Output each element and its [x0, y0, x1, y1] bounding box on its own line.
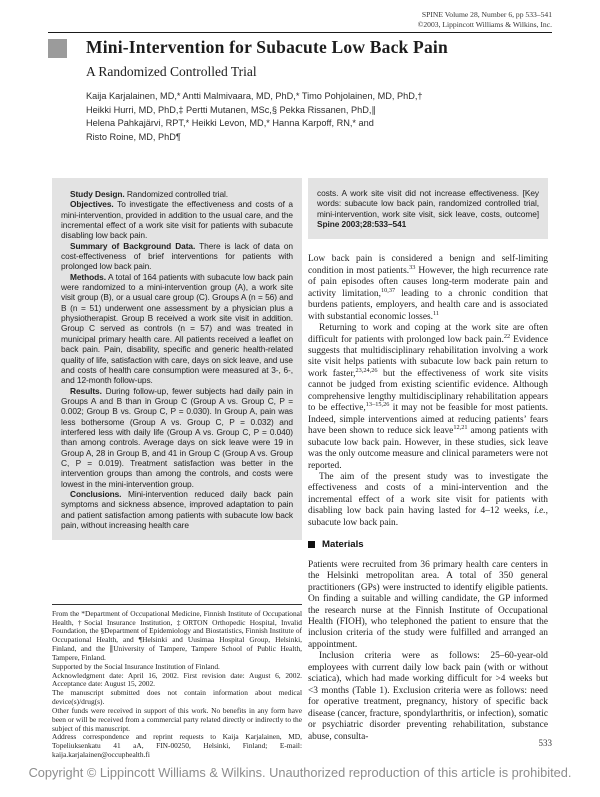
abstract-background: Summary of Background Data. There is lack of data on cost-effectiveness of brief interventions for patients with prolonged low back pain. [61, 240, 293, 272]
abstract-box [52, 178, 302, 540]
intro-paragraph: Low back pain is considered a benign and self-limiting condition in most patients.$^{33}$ However, the high recurrence rate of pain episodes often causes long-term moderate pain and activity limitation,$^{10,37}$ leading to a chronic condition that burdens patients, employers, and health care and is associated with substantial economic losses.$^{11}$ [308, 254, 548, 322]
author-line: Heikki Hurri, MD, PhD,‡ Pertti Mutanen, MSc,§ Pekka Rissanen, PhD,∥ [86, 104, 377, 115]
page-number: 533 [538, 738, 552, 748]
journal-header [418, 10, 552, 30]
abstract-study-design: Study Design. Randomized controlled trial. [70, 189, 229, 199]
abstract-conclusions: Conclusions. Mini-intervention reduced daily back pain symptoms and sickness absence, improved adaptation to pain and patient satisfaction among patients with subacute low back pain, without increasing health care [61, 488, 293, 530]
title-bullet-square [48, 39, 67, 58]
left-column [52, 178, 302, 760]
materials-section-heading [308, 539, 548, 550]
footnote-dates: Acknowledgment date: April 16, 2002. First revision date: August 6, 2002. Acceptance date: August 15, 2002. [52, 670, 302, 689]
author-line: Risto Roine, MD, PhD¶ [86, 131, 181, 142]
author-list [86, 90, 556, 144]
footnote-affiliations: From the *Department of Occupational Medicine, Finnish Institute of Occupational Health, †Social Insurance Institution, ‡ORTON Orthopedic Hospital, Invalid Foundation, the §Department of Epidemiology and Biostatistics, Finnish Institute of Occupational Health, and ¶Helsinki and Uusimaa Hospital Group, Helsinki, Finland, and the ∥University of Tampere, Tampere School of Public Health, Tampere, Finland. [52, 608, 302, 662]
abstract-objectives: Objectives. To investigate the effectiveness and costs of a mini-intervention, provided in addition to the usual care, and the incremental effect of a work site visit for patients with subacute disabling low back pain. [61, 199, 293, 241]
section-heading-label: Materials [322, 539, 364, 551]
article-body [308, 254, 548, 743]
article-subtitle: A Randomized Controlled Trial [86, 64, 257, 79]
author-line: Kaija Karjalainen, MD,* Antti Malmivaara, MD, PhD,* Timo Pohjolainen, MD, PhD,† [86, 91, 423, 101]
copyright-footer: Copyright © Lippincott Williams & Wilkins. Unauthorized reproduction of this article is prohibited. [28, 765, 572, 780]
footnote-funding-statement: Other funds were received in support of this work. No benefits in any form have been or will be received from a commercial party related directly or indirectly to the subject of this manuscript. [52, 705, 302, 733]
page-title: Mini-Intervention for Subacute Low Back Pain [86, 37, 448, 57]
right-column [308, 178, 548, 743]
materials-paragraph: Patients were recruited from 36 primary health care centers in the Helsinki metropolitan area. A total of 350 general practitioners (GPs) were instructed to identify eligible patients. On finding a suitable and willing candidate, the GP informed the research nurse at the Finnish Institute of Occupational Health (FIOH), who telephoned the patient to ensure that the inclusion criteria of the study were fulfilled and arranged an appointment. [308, 559, 548, 650]
journal-volume-line: SPINE Volume 28, Number 6, pp 533–541 [421, 10, 552, 19]
materials-paragraph: Inclusion criteria were as follows: 25–60-year-old employees with current daily low back pain (with or without sciatica), which had made working difficult for >4 weeks but <3 months (Table 1). Exclusion criteria were as follows: need for operative treatment, pregnancy, history of specific back disease (cancer, fracture, spondylarthritis, or infection), somatic or psychiatric disorder preventing rehabilitation, substance abuse, consulta- [308, 651, 548, 742]
footnote-rule [52, 604, 302, 605]
footnote-correspondence: Address correspondence and reprint requests to Kaija Karjalainen, MD, Topeliuksenkatu 41 aA, FIN-00250, Helsinki, Finland; E-mail: kaija.karjalainen@occuphealth.fi [52, 732, 302, 760]
abstract-methods: Methods. A total of 164 patients with subacute low back pain were randomized to a mini-intervention group (A), a work site visit group (B), or a usual care group (C). Groups A (n = 56) and B (n = 51) underwent one assessment by a physician plus a physiotherapist. Group B received a work site visit in addition. Group C served as controls (n = 57) and was treated in municipal primary health care. All patients received a leaflet on back pain. Pain, disability, specific and generic health-related quality of life, satisfaction with care, days on sick leave, and use and costs of health care consumption were measured at 3-, 6-, and 12-month follow-ups. [61, 271, 293, 386]
footnote-device-statement: The manuscript submitted does not contain information about medical device(s)/drug(s). [52, 688, 302, 707]
section-square-icon [308, 541, 315, 548]
left-column-spacer [52, 540, 302, 603]
footnote-support: Supported by the Social Insurance Institution of Finland. [52, 661, 220, 671]
header-rule [48, 32, 552, 33]
abstract-continuation-box [308, 178, 548, 239]
author-line: Helena Pahkajärvi, RPT,* Heikki Levon, MD,* Hanna Karpoff, RN,* and [86, 118, 374, 129]
intro-paragraph: Returning to work and coping at the work site are often difficult for patients with prolonged low back pain.$^{22}$ Evidence suggests that multidisciplinary rehabilitation involving a work site visit helps patients with subacute low back pain return to work faster,$^{23,24,26}$ but the effectiveness of work site visits cannot be judged from existing scientific evidence. Although comprehensive lengthy multidisciplinary rehabilitation appears to be effective,$^{13-15,26}$ it may not be feasible for most patients. Indeed, simple interventions aimed at reducing patients’ fears have been shown to reduce sick leave$^{12,21}$ among patients with subacute low back pain. However, in these studies, sick leave was the only outcome measure and clinical parameters were not reported. [308, 323, 548, 471]
abstract-results: Results. During follow-up, fewer subjects had daily pain in Groups A and B than in Group C (Group A vs. Group C, P = 0.002; Group B vs. Group C, P = 0.030). In Group A, pain was less bothersome (Group A vs. Group C, P = 0.032) and interfered less with daily life (Group A vs. Group C, P = 0.040) than among controls. Average days on sick leave were 19 in Group A, 28 in Group B, and 41 in Group C (Group A vs. Group C, P = 0.019). Treatment satisfaction was better in the intervention groups than among the controls, and costs were lowest in the mini-intervention group. [61, 385, 293, 489]
footnote-block [52, 610, 302, 760]
journal-copyright-line: ©2003, Lippincott Williams & Wilkins, Inc. [417, 20, 552, 29]
intro-paragraph: The aim of the present study was to investigate the effectiveness and costs of a mini-intervention and the incremental effect of a work site visit for patients with disabling low back pain having lasted for 4–12 weeks, i.e., subacute low back pain. [308, 471, 548, 528]
abstract-keywords: costs. A work site visit did not increase effectiveness. [Key words: subacute low back pain, randomized controlled trial, mini-intervention, work site visit, sick leave, costs, outcome] Spine 2003;28:533–541 [317, 188, 539, 230]
